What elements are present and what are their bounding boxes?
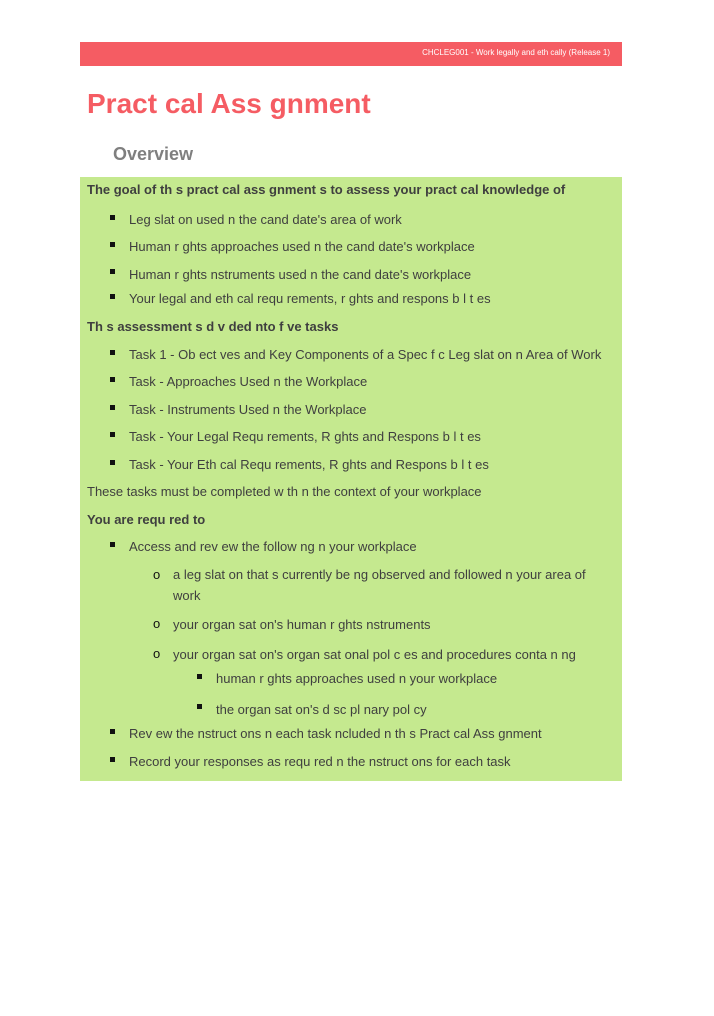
sub-item-continued: work: [173, 588, 201, 603]
list-item: Task - Approaches Used n the Workplace: [129, 374, 368, 389]
tasks-heading: Th s assessment s d v ded nto f ve tasks: [87, 319, 339, 334]
bullet-circle: o: [153, 567, 161, 582]
header-bar: [80, 42, 622, 66]
list-item: Access and rev ew the follow ng n your workplace: [129, 539, 417, 554]
list-item: Task - Your Legal Requ rements, R ghts and Respons b l t es: [129, 429, 481, 444]
list-item: Task - Your Eth cal Requ rements, R ghts and Respons b l t es: [129, 457, 489, 472]
bullet-square: [110, 432, 115, 437]
bullet-square: [110, 350, 115, 355]
bullet-square: [110, 215, 115, 220]
bullet-square: [110, 405, 115, 410]
content-box: [80, 177, 622, 781]
section-heading: Overview: [113, 144, 194, 164]
bullet-circle: o: [153, 616, 161, 631]
goal-heading: The goal of th s pract cal ass gnment s to assess your pract cal knowledge of: [87, 182, 566, 197]
bullet-square: [110, 377, 115, 382]
context-line: These tasks must be completed w th n the context of your workplace: [87, 484, 482, 499]
required-heading: You are requ red to: [87, 512, 206, 527]
list-item: Human r ghts nstruments used n the cand date's workplace: [129, 267, 472, 282]
list-item: Your legal and eth cal requ rements, r ghts and respons b l t es: [129, 291, 491, 306]
bullet-square: [197, 674, 202, 679]
bullet-circle: o: [153, 646, 161, 661]
sub-item: your organ sat on's human r ghts nstruments: [173, 617, 431, 632]
nested-item: the organ sat on's d sc pl nary pol cy: [216, 702, 427, 717]
sub-item: a leg slat on that s currently be ng observed and followed n your area of: [173, 567, 586, 582]
bullet-square: [110, 242, 115, 247]
header-text: CHCLEG001 - Work legally and eth cally (Release 1): [422, 48, 610, 57]
bullet-square: [110, 729, 115, 734]
sub-item: your organ sat on's organ sat onal pol c es and procedures conta n ng: [173, 647, 576, 662]
nested-item: human r ghts approaches used n your workplace: [216, 671, 498, 686]
bullet-square: [110, 294, 115, 299]
bullet-square: [110, 460, 115, 465]
list-item: Leg slat on used n the cand date's area of work: [129, 212, 402, 227]
bullet-square: [110, 269, 115, 274]
page-title: Pract cal Ass gnment: [87, 88, 371, 119]
bullet-square: [197, 704, 202, 709]
list-item: Record your responses as requ red n the nstruct ons for each task: [129, 754, 511, 769]
bullet-square: [110, 542, 115, 547]
list-item: Human r ghts approaches used n the cand date's workplace: [129, 239, 475, 254]
list-item: Task 1 - Ob ect ves and Key Components of a Spec f c Leg slat on n Area of Work: [129, 347, 602, 362]
bullet-square: [110, 757, 115, 762]
list-item: Rev ew the nstruct ons n each task ncluded n th s Pract cal Ass gnment: [129, 726, 542, 741]
list-item: Task - Instruments Used n the Workplace: [129, 402, 367, 417]
